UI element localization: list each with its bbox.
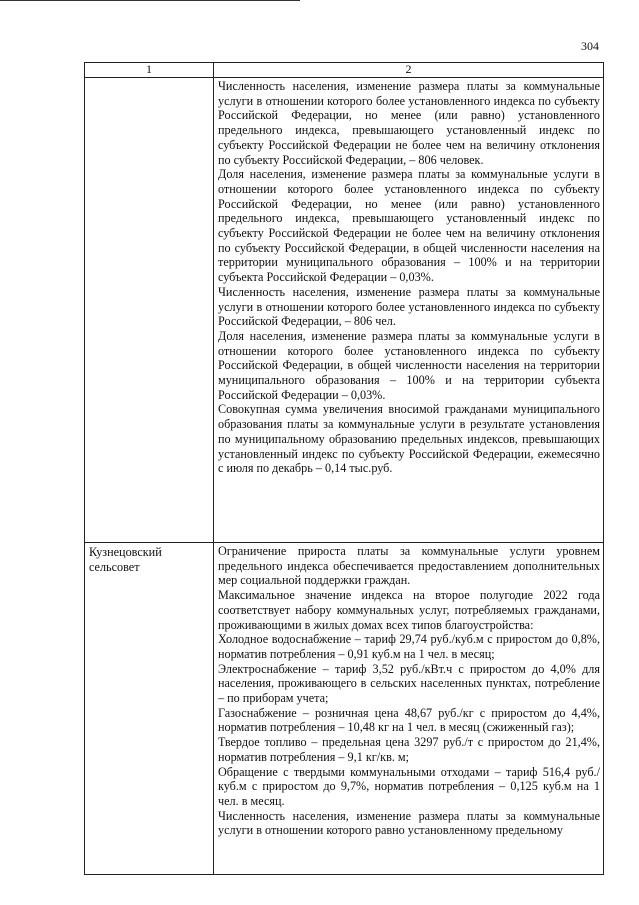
paragraph: Холодное водоснабжение – тариф 29,74 руб./куб.м с приростом до 0,8%, норматив потребления – 0,91 куб.м на 1 чел. в месяц; xyxy=(218,632,600,661)
top-rule xyxy=(0,0,300,1)
paragraph: Твердое топливо – предельная цена 3297 руб./т с приростом до 21,4%, норматив потребления – 9,1 кг/кв. м; xyxy=(218,735,600,764)
paragraph: Доля населения, изменение размера платы за коммунальные услуги в отношении которого более установленного индекса по субъекту Российской Федерации, в общей численности населения на территории муниципального образования – 100% и на территории субъекта Российской Федерации – 0,03%. xyxy=(218,328,600,402)
municipality-cell xyxy=(85,78,214,543)
page-number: 304 xyxy=(581,39,599,53)
table-row xyxy=(85,78,604,543)
paragraph: Численность населения, изменение размера платы за коммунальные услуги в отношении которого более установленного индекса по субъекту Российской Федерации, – 806 чел. xyxy=(218,284,600,329)
paragraph: Численность населения, изменение размера платы за коммунальные услуги в отношении которого равно установленному предельному xyxy=(218,808,600,838)
description-cell xyxy=(214,78,604,543)
paragraph: Обращение с твердыми коммунальными отходами – тариф 516,4 руб./куб.м с приростом до 9,7%, норматив потребления – 0,125 куб.м на 1 чел. в месяц. xyxy=(218,764,600,808)
municipality-cell: Кузнецовский сельсовет xyxy=(85,543,214,875)
column-header-2: 2 xyxy=(214,63,604,78)
document-table xyxy=(84,62,604,875)
paragraph: Электроснабжение – тариф 3,52 руб./кВт.ч с приростом до 4,0% для населения, проживающего в сельских населенных пунктах, потребление – по приборам учета; xyxy=(218,661,600,706)
paragraph: Численность населения, изменение размера платы за коммунальные услуги в отношении которого более установленного индекса по субъекту Российской Федерации, но менее (или равно) установленного предельного индекса, превышающего установленный индекс по субъекту Российской Федерации не более чем на величину отклонения по субъекту Российской Федерации, – 806 человек. xyxy=(218,79,600,167)
paragraph: Газоснабжение – розничная цена 48,67 руб./кг с приростом до 4,4%, норматив потребления – 10,48 кг на 1 чел. в месяц (сжиженный газ); xyxy=(218,705,600,735)
description-cell xyxy=(214,543,604,875)
column-header-1: 1 xyxy=(85,63,214,78)
paragraph: Ограничение прироста платы за коммунальные услуги уровнем предельного индекса обеспечивается предоставлением дополнительных мер социальной поддержки граждан. xyxy=(218,544,600,588)
paragraph: Совокупная сумма увеличения вносимой гражданами муниципального образования платы за коммунальные услуги в результате установления по муниципальному образованию предельных индексов, превышающих установленный индекс по субъекту Российской Федерации, ежемесячно с июля по декабрь – 0,14 тыс.руб. xyxy=(218,402,600,476)
table-row xyxy=(85,543,604,875)
table-header-row xyxy=(85,63,604,78)
paragraph: Доля населения, изменение размера платы за коммунальные услуги в отношении которого более установленного индекса по субъекту Российской Федерации, но менее (или равно) установленного предельного индекса, превышающего установленный индекс по субъекту Российской Федерации не более чем на величину отклонения по субъекту Российской Федерации, в общей численности населения на территории муниципального образования – 100% и на территории субъекта Российской Федерации – 0,03%. xyxy=(218,167,600,285)
paragraph: Максимальное значение индекса на второе полугодие 2022 года соответствует набору коммунальных услуг, потребляемых гражданами, проживающими в жилых домах всех типов благоустройства: xyxy=(218,588,600,632)
